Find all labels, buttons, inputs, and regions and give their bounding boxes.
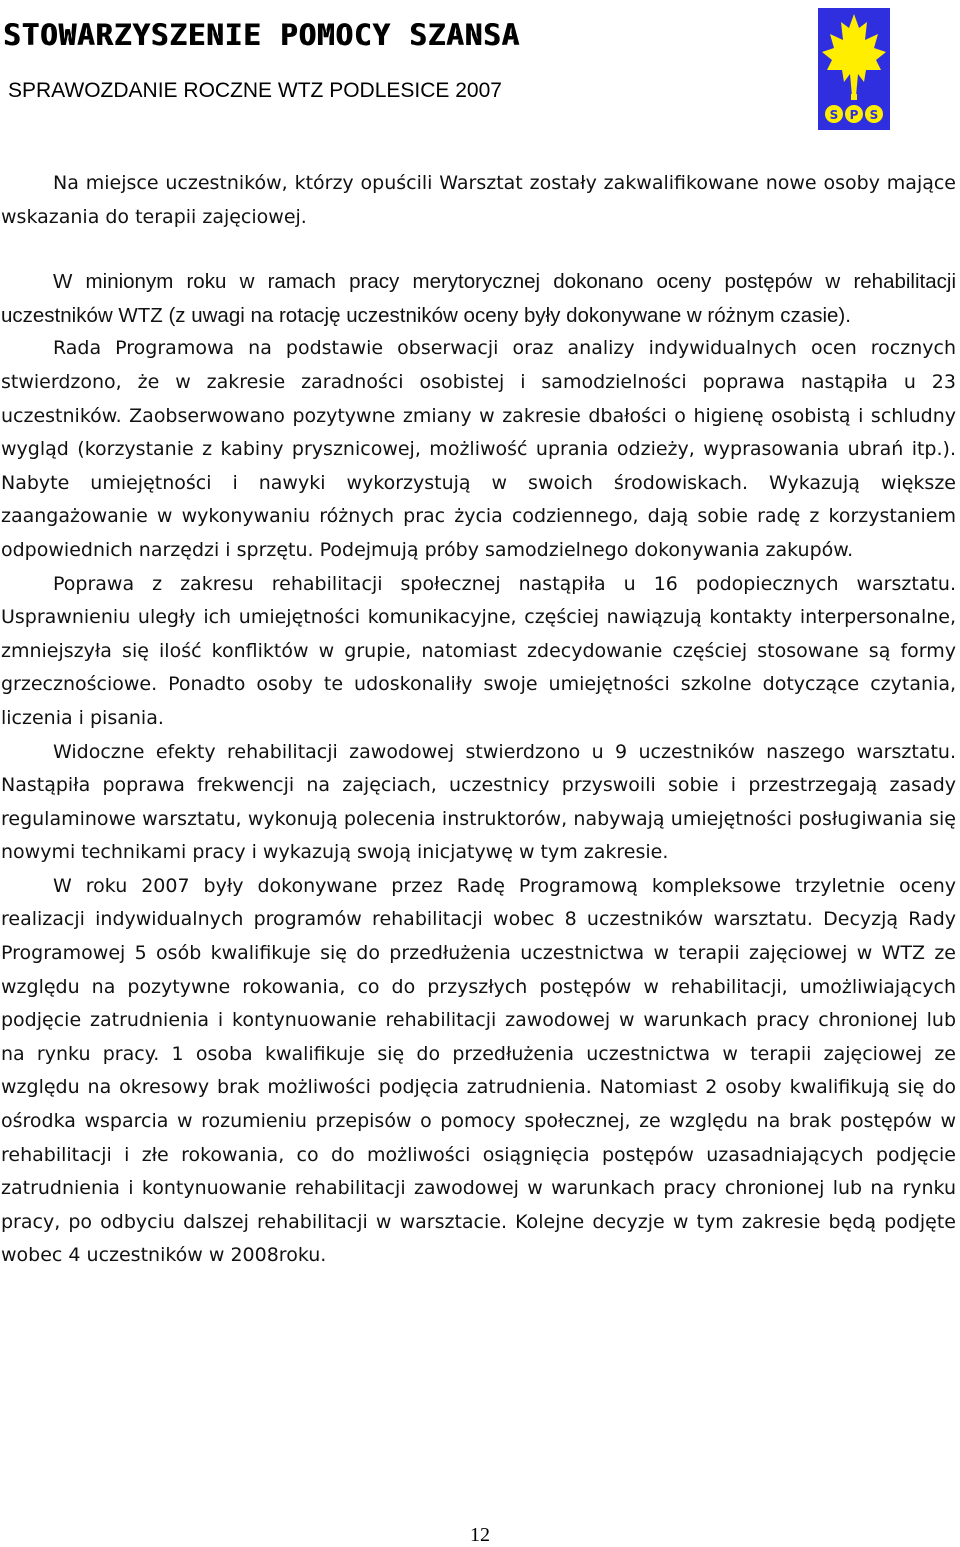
report-body bbox=[1, 167, 956, 1273]
page-number: 12 bbox=[470, 1524, 490, 1546]
organization-name: STOWARZYSZENIE POMOCY SZANSA bbox=[4, 18, 521, 52]
paragraph: W minionym roku w ramach pracy merytorycznej dokonano oceny postępów w rehabilitacji uczestników WTZ (z uwagi na rotację uczestników oceny były dokonywane w różnym czasie). bbox=[1, 270, 956, 327]
paragraph: Poprawa z zakresu rehabilitacji społecznej nastąpiła u 16 podopiecznych warsztatu. Usprawnieniu uległy ich umiejętności komunikacyjne, częściej nawiązują kontakty interpersonalne, zmniejszyła się ilość konfliktów w grupie, natomiast zdecydowanie częściej stosowane są formy grzecznościowe. Ponadto osoby te udoskonaliły swoje umiejętności szkolne dotyczące czytania, liczenia i pisania. bbox=[1, 572, 956, 729]
sps-logo bbox=[818, 8, 890, 130]
svg-text:P: P bbox=[849, 108, 859, 122]
paragraph: Rada Programowa na podstawie obserwacji oraz analizy indywidualnych ocen rocznych stwierdzono, że w zakresie zaradności osobistej i samodzielności poprawa nastąpiła u 23 uczestników. Zaobserwowano pozytywne zmiany w zakresie dbałości o higienę osobistą i schludny wygląd (korzystanie z kabiny prysznicowej, możliwość uprania odzieży, wyprasowania ubrań itp.). Nabyte umiejętności i nawyki wykorzystują w swoich środowiskach. Wykazują większe zaangażowanie w wykonywaniu różnych prac życia codziennego, dają sobie radę z korzystaniem odpowiednich narzędzi i sprzętu. Podejmują próby samodzielnego dokonywania zakupów. bbox=[1, 337, 956, 561]
report-title: SPRAWOZDANIE ROCZNE WTZ PODLESICE 2007 bbox=[8, 79, 502, 102]
svg-text:S: S bbox=[829, 108, 839, 122]
logo-trunk bbox=[851, 94, 857, 100]
paragraph: Widoczne efekty rehabilitacji zawodowej stwierdzono u 9 uczestników naszego warsztatu. Nastąpiła poprawa frekwencji na zajęciach, uczestnicy przyswoili sobie i przestrzegają zasady regulaminowe warsztatu, wykonują polecenia instruktorów, nabywają umiejętności posługiwania się nowymi technikami pracy i wykazują swoją inicjatywę w tym zakresie. bbox=[1, 740, 956, 864]
paragraph: Na miejsce uczestników, którzy opuścili Warsztat zostały zakwalifikowane nowe osoby mające wskazania do terapii zajęciowej. bbox=[1, 172, 956, 228]
paragraph: W roku 2007 były dokonywane przez Radę Programową kompleksowe trzyletnie oceny realizacji indywidualnych programów rehabilitacji wobec 8 uczestników warsztatu. Decyzją Rady Programowej 5 osób kwalifikuje się do przedłużenia uczestnictwa w terapii zajęciowej w WTZ ze względu na pozytywne rokowania, co do przyszłych postępów w rehabilitacji, umożliwiających podjęcie zatrudnienia i kontynuowanie rehabilitacji zawodowej w warunkach pracy chronionej lub na rynku pracy. 1 osoba kwalifikuje się do przedłużenia uczestnictwa w terapii zajęciowej ze względu na okresowy brak możliwości podjęcia zatrudnienia. Natomiast 2 osoby kwalifikują się do ośrodka wsparcia w rozumieniu przepisów o pomocy społecznej, ze względu na brak postępów w rehabilitacji i złe rokowania, co do możliwości osiągnięcia postępów uzasadniających podjęcie zatrudnienia i kontynuowanie rehabilitacji zawodowej w warunkach pracy chronionej lub na rynku pracy, po odbyciu dalszej rehabilitacji w warsztacie. Kolejne decyzje w tym zakresie będą podjęte wobec 4 uczestników w 2008roku. bbox=[1, 874, 956, 1267]
svg-text:S: S bbox=[869, 108, 879, 122]
